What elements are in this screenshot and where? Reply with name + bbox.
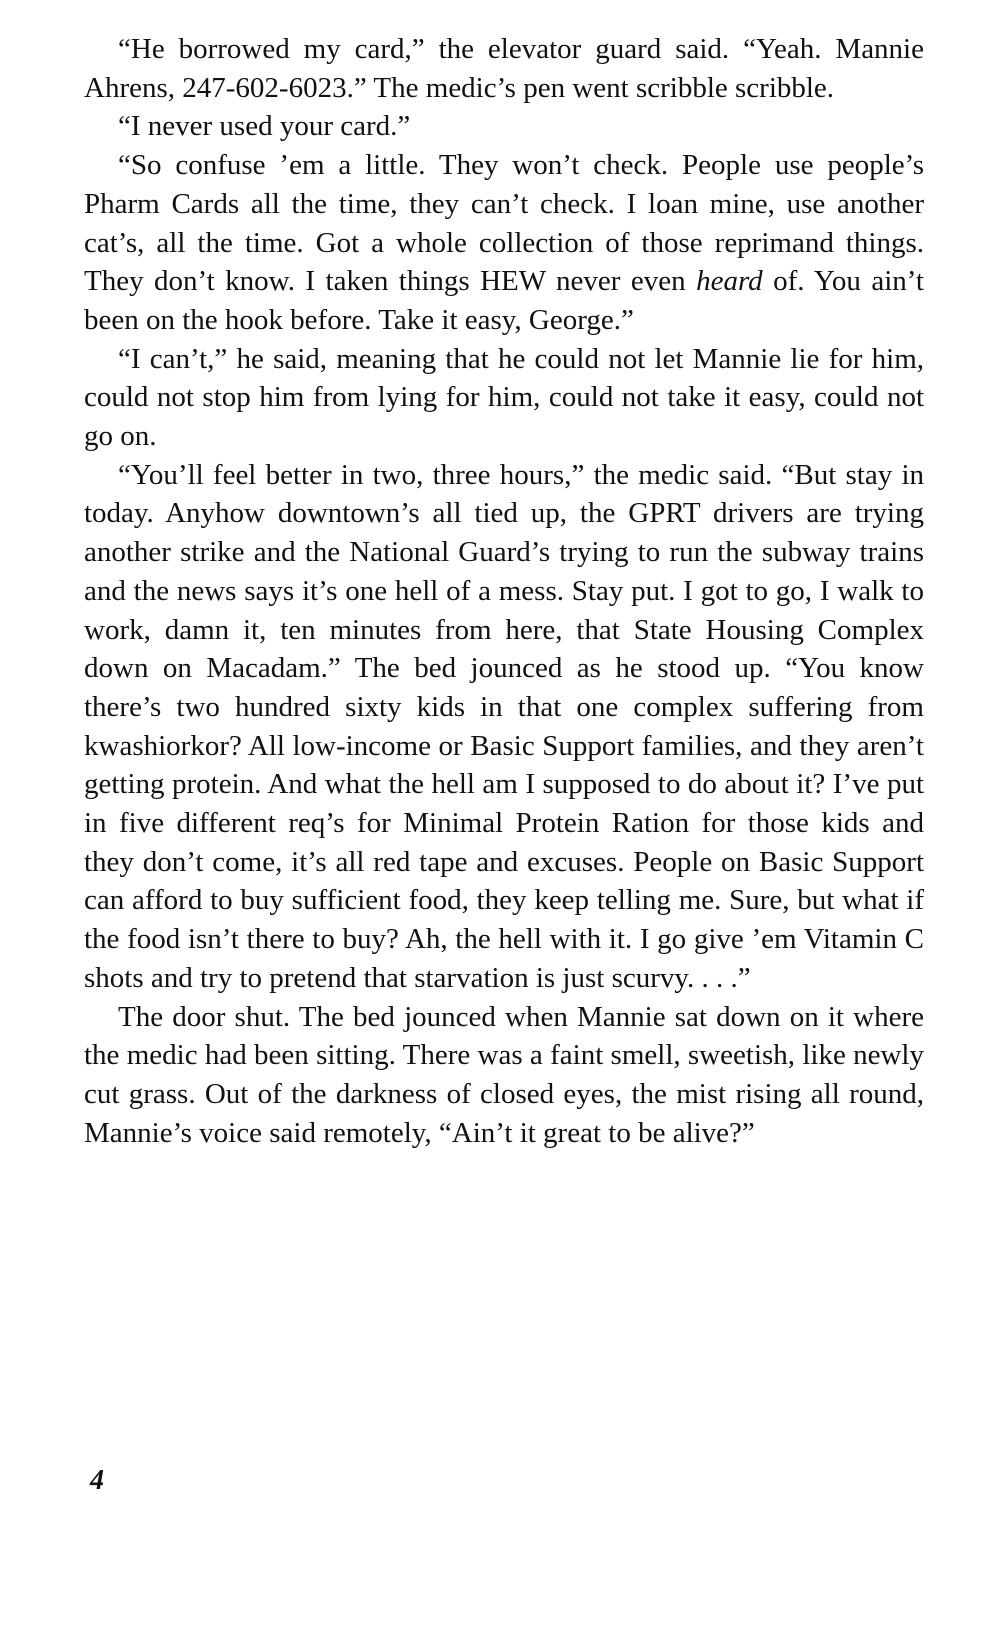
paragraph-1-text: “He borrowed my card,” the elevator guard said. “Yeah. Mannie Ahrens, 247-602-6023.” The medic’s pen went scribble scribble.	[84, 33, 924, 104]
page-number: 4	[90, 1465, 104, 1496]
paragraph-3	[84, 146, 924, 340]
paragraph-5	[84, 456, 924, 998]
paragraph-3-emphasis: heard	[696, 265, 763, 298]
paragraph-5-text: “You’ll feel better in two, three hours,” the medic said. “But stay in today. Anyhow downtown’s all tied up, the GPRT drivers are trying another strike and the National Guard’s trying to run the subway trains and the news says it’s one hell of a mess. Stay put. I got to go, I walk to work, damn it, ten minutes from here, that State Housing Complex down on Macadam.” The bed jounced as he stood up. “You know there’s two hundred sixty kids in that one complex suffering from kwashiorkor? All low-income or Basic Support families, and they aren’t getting protein. And what the hell am I supposed to do about it? I’ve put in five different req’s for Minimal Protein Ration for those kids and they don’t come, it’s all red tape and excuses. People on Basic Support can afford to buy sufficient food, they keep telling me. Sure, but what if the food isn’t there to buy? Ah, the hell with it. I go give ’em Vitamin C shots and try to pretend that starvation is just scurvy. . . .”	[84, 458, 924, 994]
paragraph-6	[84, 998, 924, 1153]
paragraph-1	[84, 30, 924, 107]
paragraph-2	[84, 107, 924, 146]
paragraph-6-text: The door shut. The bed jounced when Mannie sat down on it where the medic had been sitting. There was a faint smell, sweetish, like newly cut grass. Out of the darkness of closed eyes, the mist rising all round, Mannie’s voice said remotely, “Ain’t it great to be alive?”	[84, 1000, 924, 1149]
paragraph-4	[84, 340, 924, 456]
paragraph-3-text-before: “So confuse ’em a little. They won’t check. People use people’s Pharm Cards all the time, they can’t check. I loan mine, use another cat’s, all the time. Got a whole collection of those reprimand things. They don’t know. I taken things HEW never even	[84, 149, 924, 298]
paragraph-3-text-after: of. You ain’t been on the hook before. Take it easy, George.”	[84, 265, 924, 336]
paragraph-2-text: “I never used your card.”	[118, 110, 411, 143]
page-body	[84, 30, 924, 1152]
paragraph-4-text: “I can’t,” he said, meaning that he could not let Mannie lie for him, could not stop him from lying for him, could not take it easy, could not go on.	[84, 342, 924, 453]
